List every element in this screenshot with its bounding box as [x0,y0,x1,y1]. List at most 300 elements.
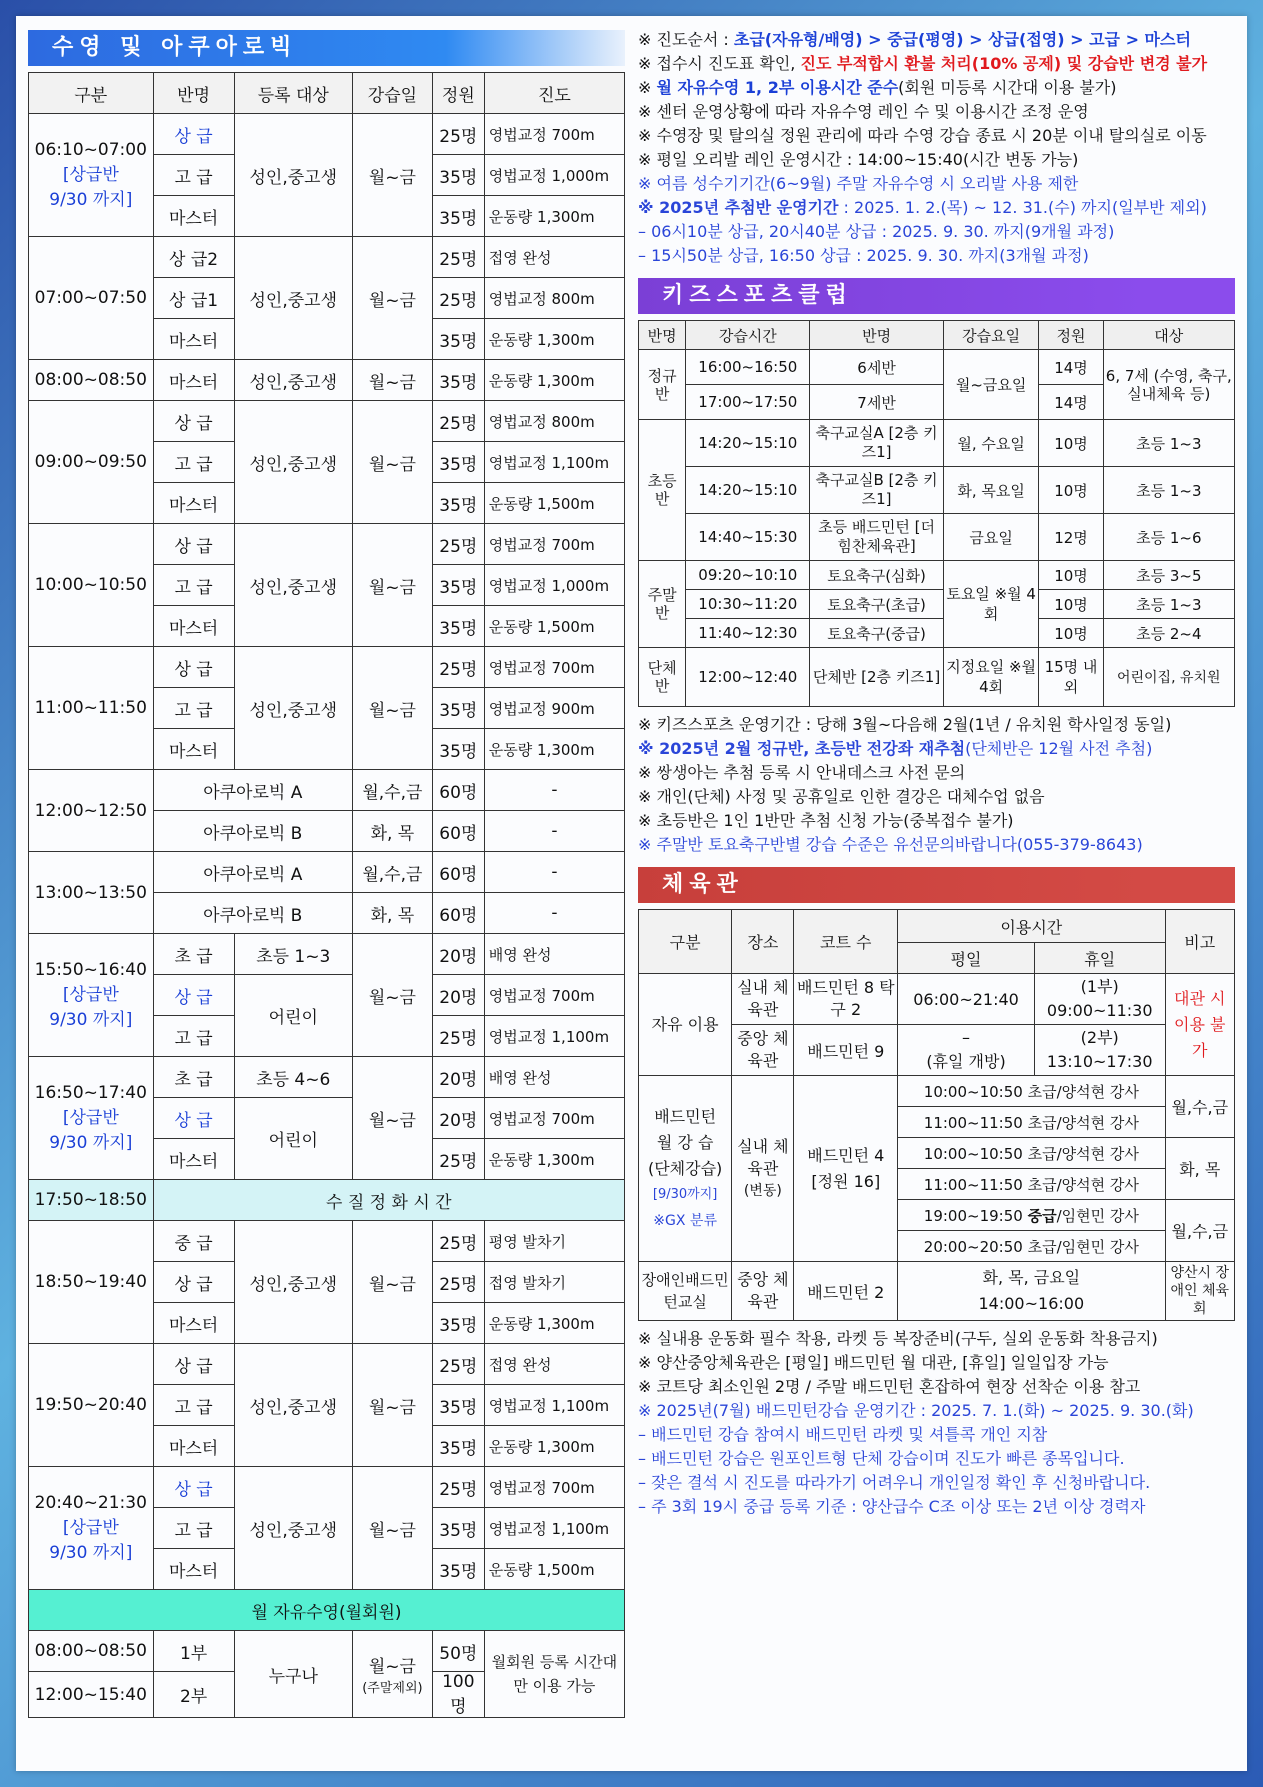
place: 실내 체육관 [732,974,794,1025]
swim-header-cell: 진도 [484,73,624,114]
class-name: 마스터 [153,1303,234,1344]
time-cell: 08:00~08:50 [29,1631,154,1672]
page [16,16,1247,1771]
target: 6, 7세 (수영, 축구, 실내체육 등) [1103,350,1234,420]
progress: 영법교정 800m [484,278,624,319]
lesson-level: 초급 [1027,1144,1057,1163]
table-row [639,350,1235,385]
swim-header-cell: 강습일 [352,73,432,114]
class-name: 고 급 [153,155,234,196]
capacity: 14명 [1039,385,1103,420]
gym-header-cell: 구분 [639,910,732,974]
time-cell: 17:50~18:50 [29,1180,154,1221]
table-row [639,514,1235,561]
class-name: 토요축구(초급) [810,590,943,619]
days: 월,수,금 [352,770,432,811]
lesson-time: 20:00~20:50 [923,1237,1023,1256]
lesson-level: 초급 [1027,1082,1057,1101]
progress: - [484,893,624,934]
progress: 접영 완성 [484,237,624,278]
capacity: 10명 [1039,561,1103,590]
capacity: 35명 [432,483,484,524]
note-text: ※ 실내용 운동화 필수 착용, 라켓 등 복장준비(구두, 실외 운동화 착용금지) [638,1329,1158,1348]
time-note: [상급반 9/30 까지] [49,1518,133,1563]
class-name: 상 급 [153,1098,234,1139]
capacity: 25명 [432,1016,484,1057]
kids-header-cell: 정원 [1039,321,1103,350]
swim-header-cell: 정원 [432,73,484,114]
capacity: 20명 [432,1057,484,1098]
class-name: 상 급 [153,524,234,565]
capacity: 35명 [432,1508,484,1549]
table-row [639,561,1235,590]
class-name: 6세반 [810,350,943,385]
target: 성인,중고생 [234,1344,352,1467]
progress: 운동량 1,500m [484,606,624,647]
capacity: 35명 [432,1426,484,1467]
class-name: 마스터 [153,196,234,237]
note-line [638,100,1235,124]
disabled-time [898,1262,1165,1321]
capacity: 10명 [1039,590,1103,619]
capacity: 20명 [432,934,484,975]
lesson-teacher: /양석현 강사 [1056,1144,1139,1163]
target: 성인,중고생 [234,524,352,647]
time-cell: 16:00~16:50 [686,350,810,385]
time-cell: 11:40~12:30 [686,619,810,648]
time-range: 10:00~10:50 [34,575,147,595]
class-name: 토요축구(중급) [810,619,943,648]
capacity: 25명 [432,1139,484,1180]
kids-header-cell: 반명 [810,321,943,350]
capacity: 35명 [432,360,484,401]
class-name: 초등 배드민턴 [더힘찬체육관] [810,514,943,561]
note-line [638,1351,1235,1375]
class-name: 마스터 [153,319,234,360]
progress: 영법교정 700m [484,114,624,155]
days: 월~금 [352,1057,432,1180]
note-line [638,713,1235,737]
lesson-time: 11:00~11:50 [923,1113,1023,1132]
note-blue-text: – 잦은 결석 시 진도를 따라가기 어려우니 개인일정 확인 후 신청바랍니다. [638,1473,1151,1492]
time-cell [29,770,154,852]
remark: 대관 시 이용 불가 [1165,974,1234,1076]
gym-header-cell: 이용시간 [898,910,1165,943]
class-name: 고 급 [153,1016,234,1057]
time-cell: 12:00~12:40 [686,648,810,707]
progress: 운동량 1,300m [484,1303,624,1344]
capacity: 35명 [432,155,484,196]
kids-header-row [639,321,1235,350]
class-name: 마스터 [153,729,234,770]
disabled-days: 화, 목, 금요일 [982,1268,1081,1287]
lesson-slot [898,1107,1165,1138]
table-row [29,647,625,688]
note-text: ※ 쌍생아는 추첨 등록 시 안내데스크 사전 문의 [638,763,966,782]
swim-header-cell: 구분 [29,73,154,114]
category [639,1076,732,1262]
note-blue-text: : 2025. 1. 2.(목) ~ 12. 31.(수) 까지(일부반 제외) [838,198,1207,217]
class-name: 축구교실A [2층 키즈1] [810,420,943,467]
class-name: 마스터 [153,1549,234,1590]
time-range: 15:50~16:40 [34,960,147,980]
capacity: 35명 [432,319,484,360]
class-name: 마스터 [153,483,234,524]
capacity: 35명 [432,442,484,483]
lesson-teacher: /임현민 강사 [1056,1206,1139,1225]
class-name: 상 급 [153,1262,234,1303]
target: 초등 3~5 [1103,561,1234,590]
table-row [29,1057,625,1098]
time-range: 07:00~07:50 [34,288,147,308]
time-range: 09:00~09:50 [34,452,147,472]
note-line [638,28,1235,52]
gym-notes [638,1327,1235,1519]
note-text: ※ [638,78,657,97]
capacity: 25명 [432,401,484,442]
lesson-days: 화, 목 [1165,1138,1234,1200]
note-line [638,196,1235,220]
progress: 영법교정 700m [484,975,624,1016]
class-name: 고 급 [153,1385,234,1426]
capacity: 25명 [432,1221,484,1262]
lesson-time: 19:00~19:50 [923,1206,1023,1225]
class-name: 상 급 [153,1467,234,1508]
lesson-slot [898,1138,1165,1169]
gym-header-cell: 코트 수 [794,910,898,974]
days: 금요일 [943,514,1039,561]
progress: - [484,852,624,893]
courts: 배드민턴 2 [794,1262,898,1321]
class-name: 상 급 [153,1344,234,1385]
note-blue-text: – 15시50분 상급, 16:50 상급 : 2025. 9. 30. 까지(3개월 과정) [638,246,1089,265]
note-blue-text: (단체반은 12월 사전 추첨) [965,739,1153,758]
aqua-class: 아쿠아로빅 B [153,811,352,852]
progress: 영법교정 1,100m [484,1508,624,1549]
progress: 배영 완성 [484,1057,624,1098]
group-label: 단체반 [639,648,686,707]
note-line [638,737,1235,761]
time-range: 13:00~13:50 [34,882,147,903]
capacity: 20명 [432,1098,484,1139]
progress: - [484,770,624,811]
time-cell: 09:20~10:10 [686,561,810,590]
table-row [639,648,1235,707]
progress: 운동량 1,300m [484,729,624,770]
time-note: [상급반 9/30 까지] [49,165,133,210]
days: 월~금 [352,360,432,401]
note-blue-text: – 배드민턴 강습은 원포인트형 단체 강습이며 진도가 빠른 종목입니다. [638,1449,1125,1468]
progress: 배영 완성 [484,934,624,975]
group-label: 초등반 [639,420,686,561]
target: 초등 1~3 [1103,420,1234,467]
class-name: 초 급 [153,1057,234,1098]
note-line [638,1495,1235,1519]
capacity: 25명 [432,1262,484,1303]
time-cell: 14:20~15:10 [686,420,810,467]
dash: – [962,1028,971,1047]
lesson-slot [898,1169,1165,1200]
days: 월~금 [352,237,432,360]
days: 월~금 [352,1221,432,1344]
swim-notes [638,28,1235,268]
note-line [638,1471,1235,1495]
progress: 영법교정 1,100m [484,1016,624,1057]
note-text: ※ 평일 오리발 레인 운영시간 : 14:00~15:40(시간 변동 가능) [638,150,1079,169]
weekday-note: (휴일 개방) [926,1052,1006,1071]
class-name: 2부 [153,1672,234,1718]
capacity: 25명 [432,524,484,565]
gym-header-cell: 비고 [1165,910,1234,974]
note-text: ※ 키즈스포츠 운영기간 : 당해 3월~다음해 2월(1년 / 유치원 학사일정 동일) [638,715,1172,734]
lesson-gx: ※GX 분류 [653,1212,717,1229]
swim-header-row [29,73,625,114]
free-swim-title-row [29,1590,625,1631]
time-cell: 17:00~17:50 [686,385,810,420]
table-row [29,1467,625,1508]
time-cell: 10:30~11:20 [686,590,810,619]
courts: 배드민턴 9 [794,1025,898,1076]
note-blue-text: – 배드민턴 강습 참여시 배드민턴 라켓 및 셔틀콕 개인 지참 [638,1425,1048,1444]
kids-notes [638,713,1235,857]
class-name: 고 급 [153,565,234,606]
table-row [29,114,625,155]
class-name: 고 급 [153,1508,234,1549]
group-label: 주말반 [639,561,686,648]
table-row [29,401,625,442]
capacity: 35명 [432,1385,484,1426]
remark: 양산시 장애인 체육회 [1165,1262,1234,1321]
kids-header-cell: 강습요일 [943,321,1039,350]
days: 토요일 ※월 4회 [943,561,1039,648]
class-name: 상 급2 [153,237,234,278]
group-label: 정규반 [639,350,686,420]
note-bold: ※ 2025년 2월 정규반, 초등반 전강좌 재추첨 [638,739,966,758]
days: 월~금 [352,647,432,770]
holiday-time: (1부) 09:00~11:30 [1034,974,1165,1025]
table-row [29,1344,625,1385]
place: 중앙 체육관 [732,1262,794,1321]
time-range: 18:50~19:40 [34,1272,147,1292]
target: 초등 1~6 [1103,514,1234,561]
note-text: ※ 센터 운영상황에 따라 자유수영 레인 수 및 이용시간 조정 운영 [638,102,1089,121]
courts: 배드민턴 8 탁구 2 [794,974,898,1025]
lesson-time: 10:00~10:50 [923,1082,1023,1101]
table-row [29,852,625,893]
time-cell [29,524,154,647]
capacity: 10명 [1039,467,1103,514]
table-row [639,467,1235,514]
note-red: 진도 부적합시 환불 처리(10% 공제) 및 강습반 변경 불가 [800,54,1208,73]
swim-section-title: 수영 및 아쿠아로빅 [28,30,625,66]
capacity: 25명 [432,647,484,688]
lesson-days: 월,수,금 [1165,1200,1234,1262]
lesson-teacher: /양석현 강사 [1056,1175,1139,1194]
time-range: 12:00~12:50 [34,800,147,821]
lesson-time: 10:00~10:50 [923,1144,1023,1163]
table-row [639,1262,1235,1321]
lesson-teacher: /양석현 강사 [1056,1113,1139,1132]
lesson-slot [898,1076,1165,1107]
note-line [638,833,1235,857]
note-line [638,244,1235,268]
progress: 월회원 등록 시간대만 이용 가능 [484,1631,624,1718]
days: 화, 목 [352,811,432,852]
target: 초등 2~4 [1103,619,1234,648]
note-line [638,1423,1235,1447]
capacity: 60명 [432,770,484,811]
place-text: 실내 체육관 [737,1136,789,1178]
class-name: 중 급 [153,1221,234,1262]
class-name: 상 급1 [153,278,234,319]
progress: 영법교정 800m [484,401,624,442]
note-bold: ※ 2025년 추첨반 운영기간 [638,198,839,217]
note-text: ※ 코트당 최소인원 2명 / 주말 배드민턴 혼잡하여 현장 선착순 이용 참고 [638,1377,1141,1396]
time-note: [상급반 9/30 까지] [49,985,133,1030]
gym-header-cell: 평일 [898,943,1035,974]
time-cell [29,237,154,360]
target: 성인,중고생 [234,1467,352,1590]
time-note: [상급반 9/30 까지] [49,1108,133,1153]
table-row [639,420,1235,467]
progress: 영법교정 1,000m [484,565,624,606]
progress: 영법교정 900m [484,688,624,729]
days: 지정요일 ※월 4회 [943,648,1039,707]
time-range: 08:00~08:50 [34,370,147,390]
target: 초등 4~6 [234,1057,352,1098]
note-line [638,1447,1235,1471]
time-range: 19:50~20:40 [34,1395,147,1415]
kids-header-cell: 대상 [1103,321,1234,350]
time-cell [29,1057,154,1180]
time-cell [29,647,154,770]
holiday-time: (2부) 13:10~17:30 [1034,1025,1165,1076]
days: 월~금 [352,934,432,1057]
target: 어린이집, 유치원 [1103,648,1234,707]
note-text: ※ 양산중앙체육관은 [평일] 배드민턴 월 대관, [휴일] 일일입장 가능 [638,1353,1109,1372]
time-cell [29,852,154,934]
days: 월,수,금 [352,852,432,893]
note-bold: 월 자유수영 1, 2부 이용시간 준수 [656,78,899,97]
capacity: 35명 [432,606,484,647]
swim-table [28,72,625,1718]
time-cell [29,1467,154,1590]
note-line [638,52,1235,76]
days: 월~금 [352,1344,432,1467]
class-name: 고 급 [153,442,234,483]
time-cell [29,114,154,237]
capacity: 20명 [432,975,484,1016]
swim-header-cell: 등록 대상 [234,73,352,114]
lesson-slot [898,1200,1165,1231]
note-line [638,76,1235,100]
progress: 접영 발차기 [484,1262,624,1303]
progress: 영법교정 1,100m [484,442,624,483]
note-line [638,172,1235,196]
gym-table [638,909,1235,1321]
note-line [638,1399,1235,1423]
table-row [639,974,1235,1025]
water-purify-row [29,1180,625,1221]
note-text: ※ 초등반은 1인 1반만 추첨 신청 가능(중복접수 불가) [638,811,1014,830]
time-cell [29,1221,154,1344]
lesson-period: [9/30까지] [652,1186,718,1202]
days: 화, 목요일 [943,467,1039,514]
target: 초등 1~3 [1103,590,1234,619]
free-swim-title: 월 자유수영(월회원) [29,1590,625,1631]
time-cell [29,401,154,524]
table-row [29,1631,625,1672]
class-name: 고 급 [153,688,234,729]
progress: 운동량 1,500m [484,1549,624,1590]
class-name: 마스터 [153,1139,234,1180]
progress: 운동량 1,300m [484,1139,624,1180]
class-name: 토요축구(심화) [810,561,943,590]
days: 화, 목 [352,893,432,934]
time-cell: 14:20~15:10 [686,467,810,514]
aqua-class: 아쿠아로빅 B [153,893,352,934]
lesson-days: 월,수,금 [1165,1076,1234,1138]
note-line [638,1375,1235,1399]
time-range: 11:00~11:50 [34,698,147,718]
progress: 평영 발차기 [484,1221,624,1262]
weekday-time: 06:00~21:40 [898,974,1035,1025]
category: 자유 이용 [639,974,732,1076]
class-name: 마스터 [153,1426,234,1467]
time-cell [29,360,154,401]
capacity: 25명 [432,114,484,155]
progress: 운동량 1,300m [484,1426,624,1467]
capacity: 10명 [1039,420,1103,467]
note-blue-text: ※ 2025년(7월) 배드민턴강습 운영기간 : 2025. 7. 1.(화) ~ 2025. 9. 30.(화) [638,1401,1194,1420]
progress: 영법교정 700m [484,524,624,565]
class-name: 축구교실B [2층 키즈1] [810,467,943,514]
capacity: 25명 [432,1344,484,1385]
place-note: (변동) [743,1182,782,1199]
table-row [29,524,625,565]
courts [794,1076,898,1262]
target: 성인,중고생 [234,360,352,401]
place [732,1076,794,1262]
progress: 운동량 1,300m [484,196,624,237]
note-line [638,761,1235,785]
target: 초등 1~3 [234,934,352,975]
class-name: 상 급 [153,114,234,155]
class-name: 단체반 [2층 키즈1] [810,648,943,707]
lesson-level: 초급 [1027,1237,1057,1256]
kids-table [638,320,1235,707]
water-purify-label: 수 질 정 화 시 간 [153,1180,624,1221]
lesson-level: 초급 [1027,1175,1057,1194]
table-row [639,1076,1235,1107]
capacity: 35명 [432,1303,484,1344]
time-range: 16:50~17:40 [34,1083,147,1103]
days-text: 월~금 [368,1657,416,1677]
capacity: 25명 [432,1467,484,1508]
target: 성인,중고생 [234,401,352,524]
lesson-level: 초급 [1027,1113,1057,1132]
capacity: 25명 [432,237,484,278]
progress: - [484,811,624,852]
capacity: 100명 [432,1672,484,1718]
courts-note: [정원 16] [811,1171,881,1191]
table-row [639,590,1235,619]
table-row [29,1221,625,1262]
time-cell [29,934,154,1057]
lesson-time: 11:00~11:50 [923,1175,1023,1194]
class-name: 상 급 [153,401,234,442]
note-line [638,124,1235,148]
